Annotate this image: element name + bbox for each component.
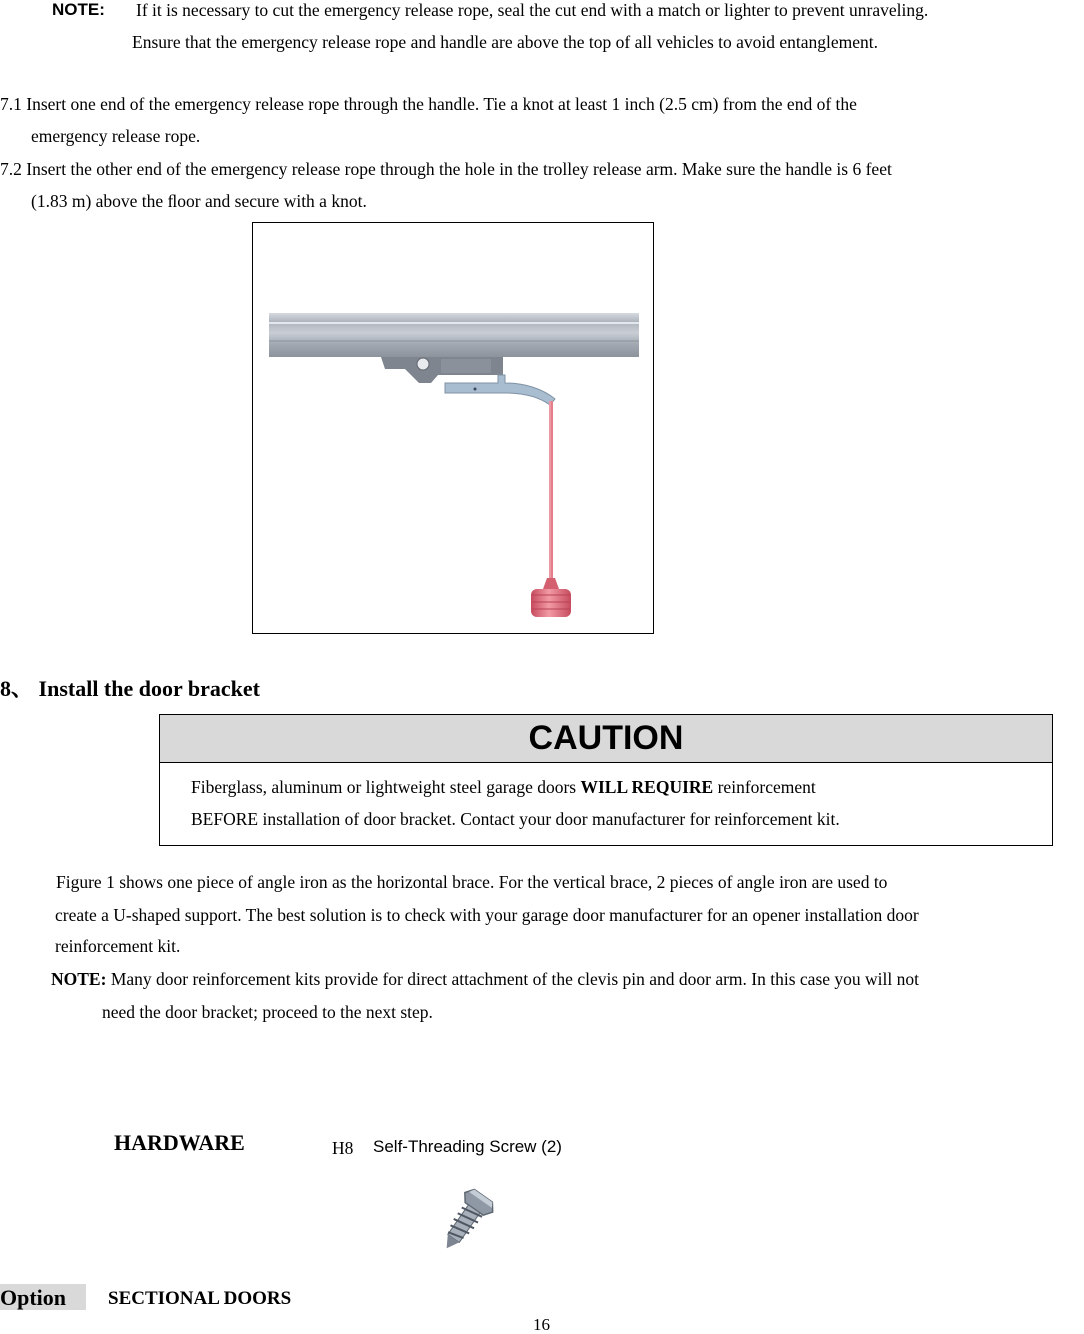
caution-text: Fiberglass, aluminum or lightweight steel garage doors bbox=[191, 777, 581, 797]
body-line-3: reinforcement kit. bbox=[55, 936, 181, 956]
caution-line-1 bbox=[191, 777, 816, 797]
step-7-1 bbox=[0, 94, 857, 114]
page-number: 16 bbox=[533, 1315, 550, 1334]
section-title: Install the door bracket bbox=[38, 676, 260, 701]
caution-line-2: BEFORE installation of door bracket. Contact your door manufacturer for reinforcement kit. bbox=[191, 809, 840, 829]
step-text: Insert the other end of the emergency release rope through the hole in the trolley release arm. Make sure the handle is 6 feet bbox=[26, 159, 892, 179]
step-7-2 bbox=[0, 159, 892, 179]
hardware-heading: HARDWARE bbox=[114, 1130, 245, 1155]
rail bbox=[269, 313, 639, 357]
note2-text: Many door reinforcement kits provide for direct attachment of the clevis pin and door arm. In this case you will not bbox=[106, 969, 919, 989]
note2-line-1 bbox=[51, 969, 919, 989]
note-line-2: Ensure that the emergency release rope and handle are above the top of all vehicles to avoid entanglement. bbox=[132, 32, 879, 52]
figure-frame bbox=[252, 222, 654, 634]
note2-line-2: need the door bracket; proceed to the next step. bbox=[102, 1002, 433, 1022]
hardware-code: H8 bbox=[332, 1138, 354, 1158]
note-line-1: If it is necessary to cut the emergency release rope, seal the cut end with a match or lighter to prevent unraveling. bbox=[136, 0, 929, 20]
step-7-2-cont: (1.83 m) above the ﬂoor and secure with a knot. bbox=[31, 191, 367, 211]
note-label: NOTE: bbox=[52, 0, 105, 19]
caution-emphasis: WILL REQUIRE bbox=[580, 777, 714, 797]
footer-category: SECTIONAL DOORS bbox=[108, 1288, 292, 1309]
step-7-1-cont: emergency release rope. bbox=[31, 126, 201, 146]
section-number: 8、 bbox=[0, 676, 34, 701]
step-number: 7.1 bbox=[0, 94, 22, 114]
screw-icon bbox=[432, 1186, 498, 1258]
step-number: 7.2 bbox=[0, 159, 22, 179]
caution-text: reinforcement bbox=[713, 777, 816, 797]
release-arm bbox=[445, 375, 555, 405]
option-tag: Option bbox=[0, 1284, 86, 1310]
release-handle bbox=[531, 589, 571, 617]
step-text: Insert one end of the emergency release rope through the handle. Tie a knot at least 1 inch (2.5 cm) from the end of the bbox=[26, 94, 857, 114]
hardware-item: Self-Threading Screw (2) bbox=[373, 1137, 562, 1156]
caution-box bbox=[159, 714, 1053, 846]
body-line-1: Figure 1 shows one piece of angle iron as the horizontal brace. For the vertical brace, 2 pieces of angle iron are used to bbox=[56, 872, 888, 892]
section-heading bbox=[0, 676, 260, 702]
caution-heading: CAUTION bbox=[160, 715, 1052, 763]
note2-label: NOTE: bbox=[51, 969, 107, 989]
trolley-rail-illustration bbox=[253, 223, 653, 633]
body-line-2: create a U-shaped support. The best solution is to check with your garage door manufacturer for an opener installation door bbox=[55, 905, 919, 925]
